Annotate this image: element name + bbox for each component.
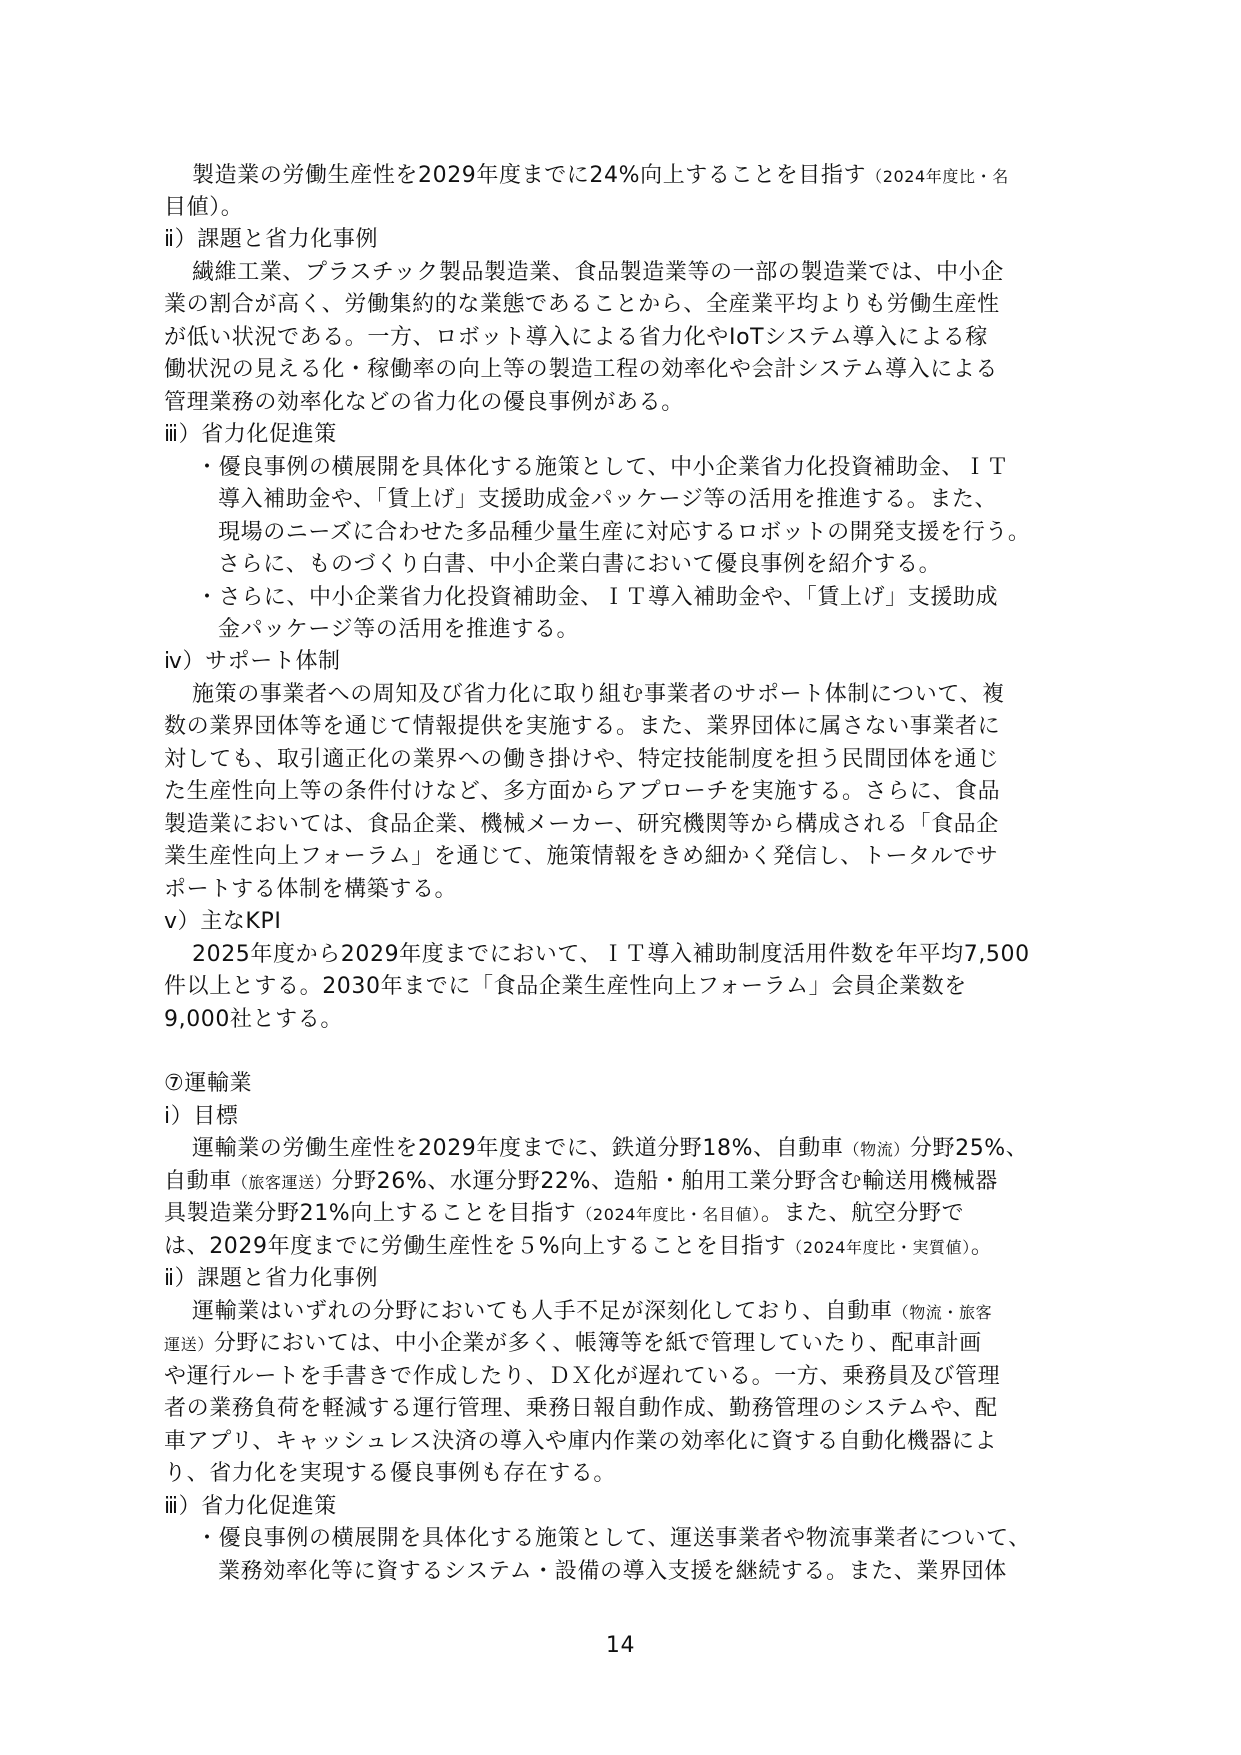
text-line: り、省力化を実現する優良事例も存在する。 — [164, 1461, 617, 1486]
text-line: た生産性向上等の条件付けなど、多方面からアプローチを実施する。さらに、食品 — [164, 779, 1001, 804]
text-line: 製造業においては、食品企業、機械メーカー、研究機関等から構成される「食品企 — [164, 812, 999, 837]
text-line: 数の業界団体等を通じて情報提供を実施する。また、業界団体に属さない事業者に — [164, 714, 1001, 739]
section-heading: ⅱ）課題と省力化事例 — [164, 1266, 379, 1291]
page-number: 14 — [605, 1633, 636, 1658]
text-line: 施策の事業者への周知及び省力化に取り組む事業者のサポート体制について、複 — [192, 682, 1005, 707]
text-line: 働状況の見える化・稼働率の向上等の製造工程の効率化や会計システム導入による — [164, 357, 999, 382]
section-heading: ⅴ）主なKPI — [164, 909, 282, 934]
text-line: 件以上とする。2030年までに「食品企業生産性向上フォーラム」会員企業数を — [164, 974, 967, 999]
text-line: 9,000社とする。 — [164, 1007, 343, 1032]
text-line: は、2029年度までに労働生産性を５%向上することを目指す（2024年度比・実質値）。 — [164, 1234, 994, 1259]
text-line: 業生産性向上フォーラム」を通じて、施策情報をきめ細かく発信し、トータルでサ — [164, 844, 999, 869]
text-line: が低い状況である。一方、ロボット導入による省力化やIoTシステム導入による稼 — [164, 325, 988, 350]
text-line: 導入補助金や、「賃上げ」支援助成金パッケージ等の活用を推進する。また、 — [218, 487, 998, 512]
section-heading: ⅱ）課題と省力化事例 — [164, 227, 379, 252]
text-line: 業務効率化等に資するシステム・設備の導入支援を継続する。また、業界団体 — [218, 1559, 1007, 1584]
text-line: 具製造業分野21%向上することを目指す（2024年度比・名目値）。また、航空分野で — [164, 1201, 965, 1226]
section-heading: ⅳ）サポート体制 — [164, 649, 341, 674]
text-line: や運行ルートを手書きで作成したり、ＤＸ化が遅れている。一方、乗務員及び管理 — [164, 1364, 1001, 1389]
text-line: 者の業務負荷を軽減する運行管理、乗務日報自動作成、勤務管理のシステムや、配 — [164, 1396, 998, 1421]
text-line: 運輸業はいずれの分野においても人手不足が深刻化しており、自動車（物流・旅客 — [192, 1299, 993, 1324]
bullet-line: ・優良事例の横展開を具体化する施策として、運送事業者や物流事業者について、 — [196, 1526, 1031, 1551]
chapter-heading: ⑦運輸業 — [164, 1071, 253, 1096]
section-heading: ⅰ）目標 — [164, 1104, 239, 1129]
text-line: 業の割合が高く、労働集約的な業態であることから、全産業平均よりも労働生産性 — [164, 292, 1000, 317]
text-line: 運輸業の労働生産性を2029年度までに、鉄道分野18%、自動車（物流）分野25%、 — [192, 1136, 1029, 1161]
text-line: 運送）分野においては、中小企業が多く、帳簿等を紙で管理していたり、配車計画 — [164, 1331, 982, 1356]
section-heading: ⅲ）省力化促進策 — [164, 1494, 337, 1519]
text-line: 目値）。 — [164, 195, 244, 220]
text-line: 繊維工業、プラスチック製品製造業、食品製造業等の一部の製造業では、中小企 — [192, 260, 1004, 285]
bullet-line: ・優良事例の横展開を具体化する施策として、中小企業省力化投資補助金、ＩＴ — [196, 455, 1010, 480]
text-line: 金パッケージ等の活用を推進する。 — [218, 617, 580, 642]
text-line: 車アプリ、キャッシュレス決済の導入や庫内作業の効率化に資する自動化機器によ — [164, 1429, 998, 1454]
text-line: さらに、ものづくり白書、中小企業白書において優良事例を紹介する。 — [218, 552, 942, 577]
text-line: 現場のニーズに合わせた多品種少量生産に対応するロボットの開発支援を行う。 — [218, 520, 1031, 545]
text-line: 対しても、取引適正化の業界への働き掛けや、特定技能制度を担う民間団体を通じ — [164, 747, 1000, 772]
bullet-line: ・さらに、中小企業省力化投資補助金、ＩＴ導入補助金や、「賃上げ」支援助成 — [196, 585, 999, 610]
text-line: 自動車（旅客運送）分野26%、水運分野22%、造船・舶用工業分野含む輸送用機械器 — [164, 1169, 998, 1194]
section-heading: ⅲ）省力化促進策 — [164, 422, 337, 447]
text-line: 2025年度から2029年度までにおいて、ＩＴ導入補助制度活用件数を年平均7,500 — [192, 942, 1030, 967]
text-line: ポートする体制を構築する。 — [164, 877, 458, 902]
text-line: 管理業務の効率化などの省力化の優良事例がある。 — [164, 390, 684, 415]
text-line: 製造業の労働生産性を2029年度までに24%向上することを目指す（2024年度比・名 — [192, 163, 1009, 188]
